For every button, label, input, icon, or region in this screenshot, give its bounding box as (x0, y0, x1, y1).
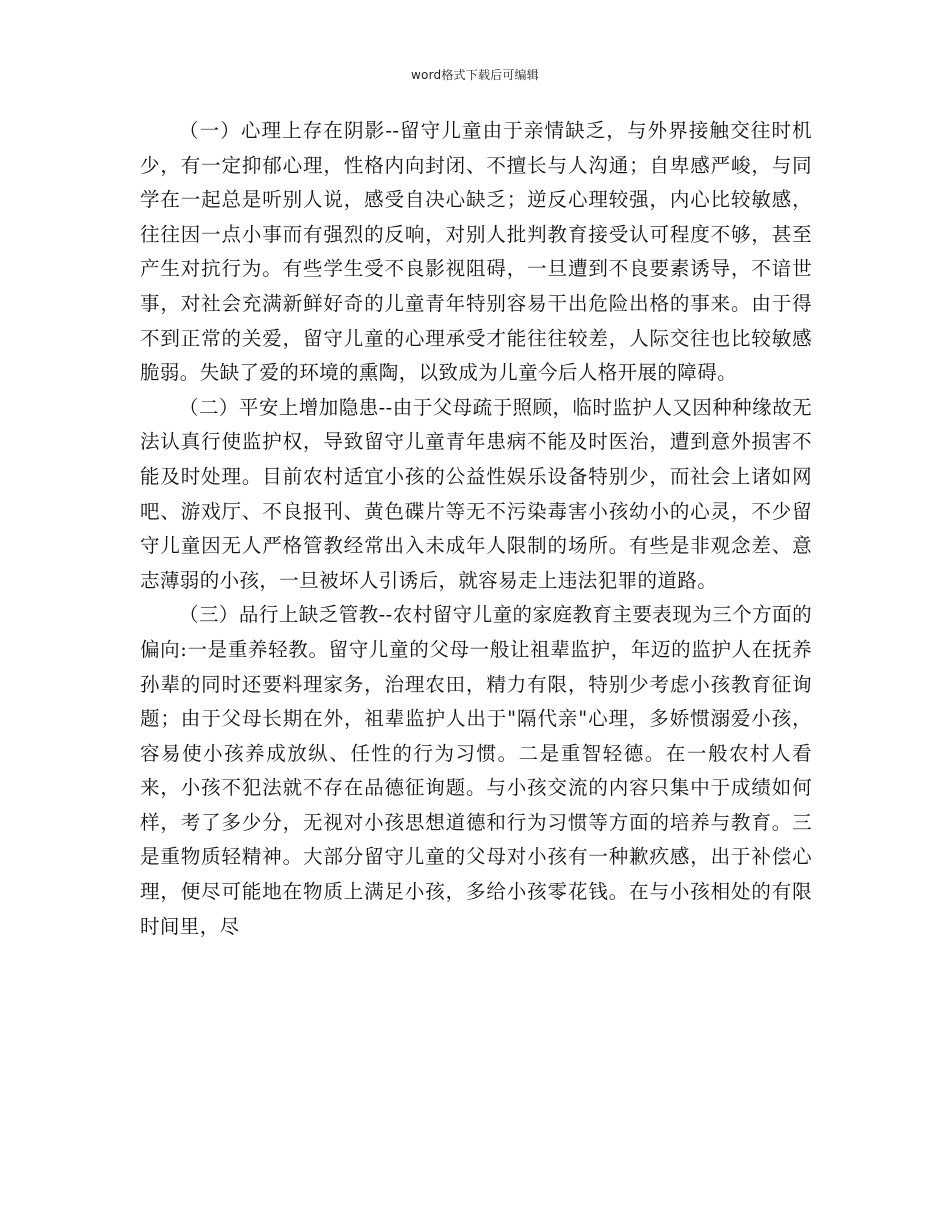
paragraph-safety: （二）平安上增加隐患--由于父母疏于照顾，临时监护人又因种种缘故无法认真行使监护权，导致留守儿童青年患病不能及时医治，遭到意外损害不能及时处理。目前农村适宜小孩的公益性娱乐设备特别少，而社会上诸如网吧、游戏厅、不良报刊、黄色碟片等无不污染毒害小孩幼小的心灵，不少留守儿童因无人严格管教经常出入未成年人限制的场所。有些是非观念差、意志薄弱的小孩，一旦被坏人引诱后，就容易走上违法犯罪的道路。 (140, 395, 812, 592)
paragraph-psychology: （一）心理上存在阴影--留守儿童由于亲情缺乏，与外界接触交往时机少，有一定抑郁心理，性格内向封闭、不擅长与人沟通；自卑感严峻，与同学在一起总是听别人说，感受自决心缺乏；逆反心理较强，内心比较敏感，往往因一点小事而有强烈的反响，对别人批判教育接受认可程度不够，甚至产生对抗行为。有些学生受不良影视阻碍，一旦遭到不良要素诱导，不谙世事，对社会充满新鲜好奇的儿童青年特别容易干出危险出格的事来。由于得不到正常的关爱，留守儿童的心理承受才能往往较差，人际交往也比较敏感脆弱。失缺了爱的环境的熏陶，以致成为儿童今后人格开展的障碍。 (140, 119, 812, 385)
page-header: word格式下载后可编辑 (411, 68, 539, 82)
paragraph-conduct: （三）品行上缺乏管教--农村留守儿童的家庭教育主要表现为三个方面的偏向:一是重养轻教。留守儿童的父母一般让祖辈监护，年迈的监护人在抚养孙辈的同时还要料理家务，治理农田，精力有限，特别少考虑小孩教育征询题；由于父母长期在外，祖辈监护人出于"隔代亲"心理，多娇惯溺爱小孩，容易使小孩养成放纵、任性的行为习惯。二是重智轻德。在一般农村人看来，小孩不犯法就不存在品德征询题。与小孩交流的内容只集中于成绩如何样，考了多少分，无视对小孩思想道德和行为习惯等方面的培养与教育。三是重物质轻精神。大部分留守儿童的父母对小孩有一种歉疚感，出于补偿心理，便尽可能地在物质上满足小孩，多给小孩零花钱。在与小孩相处的有限时间里，尽 (140, 603, 812, 938)
document-body (140, 114, 812, 944)
